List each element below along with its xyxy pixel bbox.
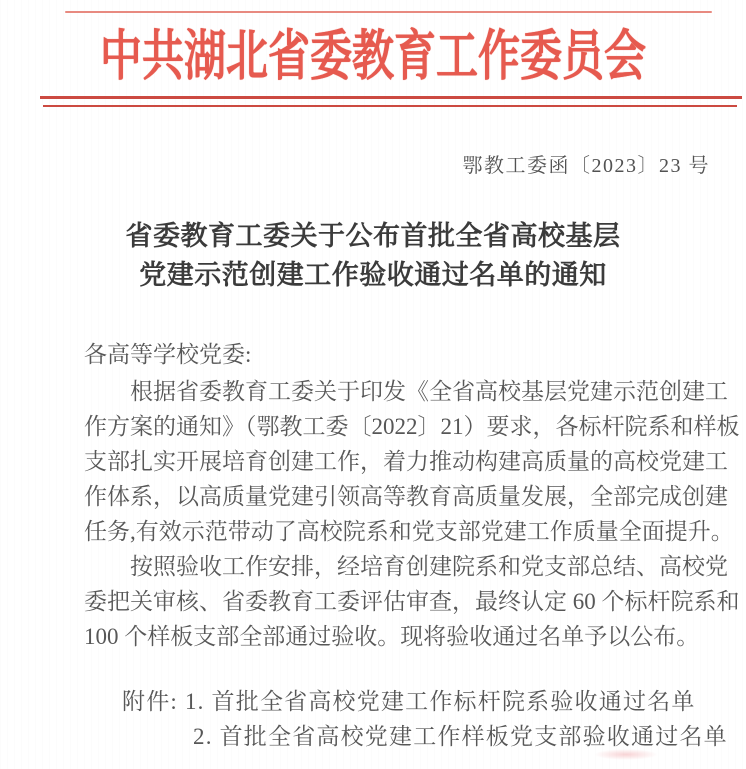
- document-number: 鄂教工委函〔2023〕23 号: [462, 155, 710, 177]
- letterhead-rule-thin: [43, 105, 737, 107]
- scan-smudge-decoration: [594, 749, 658, 760]
- letterhead-org-name: 中共湖北省委教育工作委员会: [99, 27, 646, 88]
- document-body: [84, 335, 746, 754]
- paragraph-2-line: 按照验收工作安排，经培育创建院系和党支部总结、高校党: [130, 554, 728, 579]
- attachment-item-1: 附件: 1. 首批全省高校党建工作标杆院系验收通过名单: [122, 689, 696, 714]
- salutation: 各高等学校党委:: [84, 342, 252, 367]
- paragraph-1-line: 作体系，以高质量党建引领高等教育高质量发展，全部完成创建: [84, 484, 728, 509]
- attachment-item-2: 2. 首批全省高校党建工作样板党支部验收通过名单: [193, 724, 728, 749]
- paragraph-1: [84, 374, 746, 549]
- document-title-line2: 党建示范创建工作验收通过名单的通知: [139, 260, 607, 290]
- document-title: [0, 217, 746, 295]
- paragraph-2-line: 100 个样板支部全部通过验收。现将验收通过名单予以公布。: [84, 624, 700, 649]
- paragraph-1-line: 作方案的通知》（鄂教工委〔2022〕21）要求，各标杆院系和样板: [84, 414, 740, 439]
- paragraph-1-line: 支部扎实开展培育创建工作，着力推动构建高质量的高校党建工: [84, 449, 728, 474]
- paragraph-2-line: 委把关审核、省委教育工委评估审查，最终认定 60 个标杆院系和: [84, 589, 740, 614]
- document-title-line1: 省委教育工委关于公布首批全省高校基层: [125, 221, 621, 251]
- paragraph-1-line: 根据省委教育工委关于印发《全省高校基层党建示范创建工: [130, 379, 728, 404]
- letterhead-top-line: [65, 11, 712, 13]
- attachments-list: [84, 684, 746, 754]
- letterhead-rule-thick: [40, 96, 742, 99]
- paragraph-1-line: 任务,有效示范带动了高校院系和党支部党建工作质量全面提升。: [84, 519, 734, 544]
- paragraph-2: [84, 549, 746, 654]
